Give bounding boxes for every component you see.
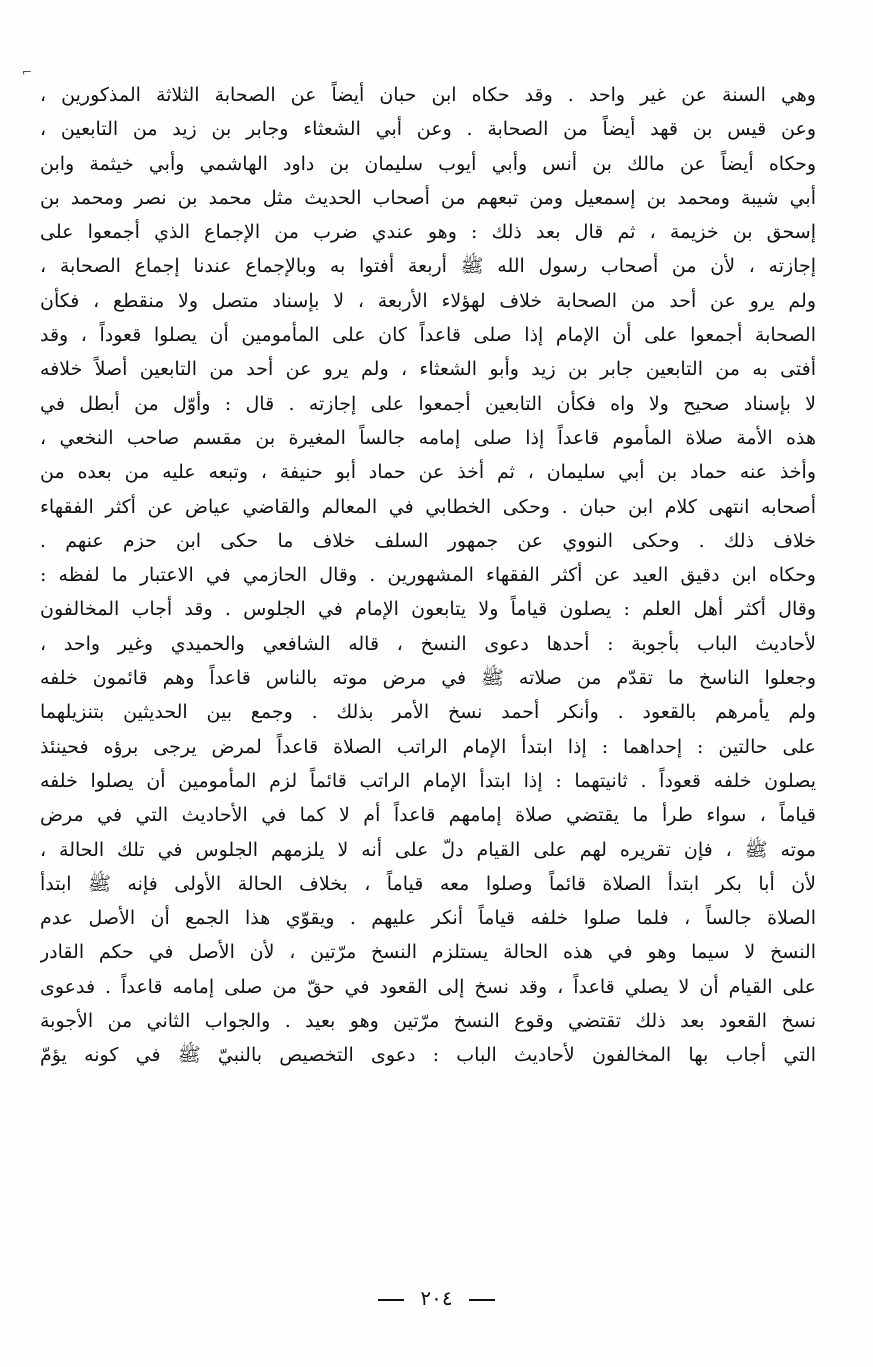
- text-line: قياماً ، سواء طرأ ما يقتضي صلاة إمامهم قاعداً أم لا كما في الأحاديث التي في مرض: [40, 804, 816, 827]
- text-line: ولم يرو عن أحد من الصحابة خلاف لهؤلاء الأربعة ، لا بإسناد متصل ولا منقطع ، فكأن: [40, 289, 816, 312]
- text-line: هذه الأمة صلاة المأموم قاعداً إذا صلى إمامه جالساً المغيرة بن مقسم صاحب النخعي ،: [40, 426, 816, 449]
- page-footer: [0, 1286, 873, 1310]
- text-line: أبي شيبة ومحمد بن إسمعيل ومن تبعهم من أصحاب الحديث مثل محمد بن نصر ومحمد بن: [40, 186, 816, 209]
- text-line: وجعلوا الناسخ ما تقدّم من صلاته ﷺ في مرض موته بالناس قاعداً وهم قائمون خلفه: [40, 667, 816, 690]
- text-line: موته ﷺ ، فإن تقريره لهم على القيام دلّ على أنه لا يلزمهم الجلوس في تلك الحالة ،: [40, 838, 816, 861]
- text-line: الصلاة جالساً ، فلما صلوا خلفه قياماً أنكر عليهم . ويقوّي هذا الجمع أن الأصل عدم: [40, 907, 816, 930]
- text-line: إجازته ، لأن من أصحاب رسول الله ﷺ أربعة أفتوا به وبالإجماع عندنا إجماع الصحابة ،: [40, 255, 816, 278]
- text-line: أفتى به من التابعين جابر بن زيد وأبو الشعثاء ، ولم يرو عن أحد من التابعين أصلاً خلافه: [40, 358, 816, 381]
- text-line: وحكاه ابن دقيق العيد عن أكثر الفقهاء المشهورين . وقال الحازمي في الاعتبار ما لفظه :: [40, 564, 816, 587]
- text-line: لأن أبا بكر ابتدأ الصلاة قائماً وصلوا معه قياماً ، بخلاف الحالة الأولى فإنه ﷺ ابتدأ: [40, 872, 816, 895]
- text-line: خلاف ذلك . وحكى النووي عن جمهور السلف خلاف ما حكى ابن حزم عنهم .: [40, 529, 816, 552]
- text-line: لأحاديث الباب بأجوبة : أحدها دعوى النسخ ، قاله الشافعي والحميدي وغير واحد ،: [40, 632, 816, 655]
- body-text: [40, 78, 816, 1073]
- text-line: وحكاه أيضاً عن مالك بن أنس وأبي أيوب سليمان بن داود الهاشمي وأبي خيثمة وابن: [40, 152, 816, 175]
- text-line: التي أجاب بها المخالفون لأحاديث الباب : دعوى التخصيص بالنبيّ ﷺ في كونه يؤمّ: [40, 1044, 816, 1067]
- text-line: أصحابه انتهى كلام ابن حبان . وحكى الخطابي في المعالم والقاضي عياض عن أكثر الفقهاء: [40, 495, 816, 518]
- text-line: الصحابة أجمعوا على أن الإمام إذا صلى قاعداً كان على المأمومين أن يصلوا قعوداً ، وقد: [40, 324, 816, 347]
- text-line: على القيام أن لا يصلي قاعداً ، وقد نسخ إلى القعود في حقّ من صلى إمامه قاعداً . فدعوى: [40, 975, 816, 998]
- text-line: وهي السنة عن غير واحد . وقد حكاه ابن حبان أيضاً عن الصحابة الثلاثة المذكورين ،: [40, 84, 816, 106]
- text-line: يصلون خلفه قعوداً . ثانيتهما : إذا ابتدأ الإمام الراتب قائماً لزم المأمومين أن يصلوا خلفه: [40, 769, 816, 792]
- footer-dash-left: [378, 1299, 404, 1301]
- text-line: النسخ لا سيما وهو في هذه الحالة يستلزم النسخ مرّتين ، لأن الأصل في حكم القادر: [40, 941, 816, 964]
- corner-mark: ⌐: [22, 65, 33, 79]
- text-line: ولم يأمرهم بالقعود . وأنكر أحمد نسخ الأمر بذلك . وجمع بين الحديثين بتنزيلهما: [40, 701, 816, 724]
- text-line: وعن قيس بن قهد أيضاً من الصحابة . وعن أبي الشعثاء وجابر بن زيد من التابعين ،: [40, 118, 816, 141]
- page-number: ٢٠٤: [420, 1286, 453, 1310]
- text-line: لا بإسناد صحيح ولا واه فكأن التابعين أجمعوا على إجازته . قال : وأوّل من أبطل في: [40, 392, 816, 415]
- footer-dash-right: [469, 1299, 495, 1301]
- text-line: وقال أكثر أهل العلم : يصلون قياماً ولا يتابعون الإمام في الجلوس . وقد أجاب المخالفون: [40, 598, 816, 621]
- text-line: إسحق بن خزيمة ، ثم قال بعد ذلك : وهو عندي ضرب من الإجماع الذي أجمعوا على: [40, 221, 816, 244]
- text-line: على حالتين : إحداهما : إذا ابتدأ الإمام الراتب الصلاة قاعداً لمرض يرجى برؤه فحينئذ: [40, 735, 816, 758]
- text-line: نسخ القعود بعد ذلك تقتضي وقوع النسخ مرّتين وهو بعيد . والجواب الثاني من الأجوبة: [40, 1010, 816, 1033]
- text-line: وأخذ عنه حماد بن أبي سليمان ، ثم أخذ عن حماد أبو حنيفة ، وتبعه عليه من بعده من: [40, 461, 816, 484]
